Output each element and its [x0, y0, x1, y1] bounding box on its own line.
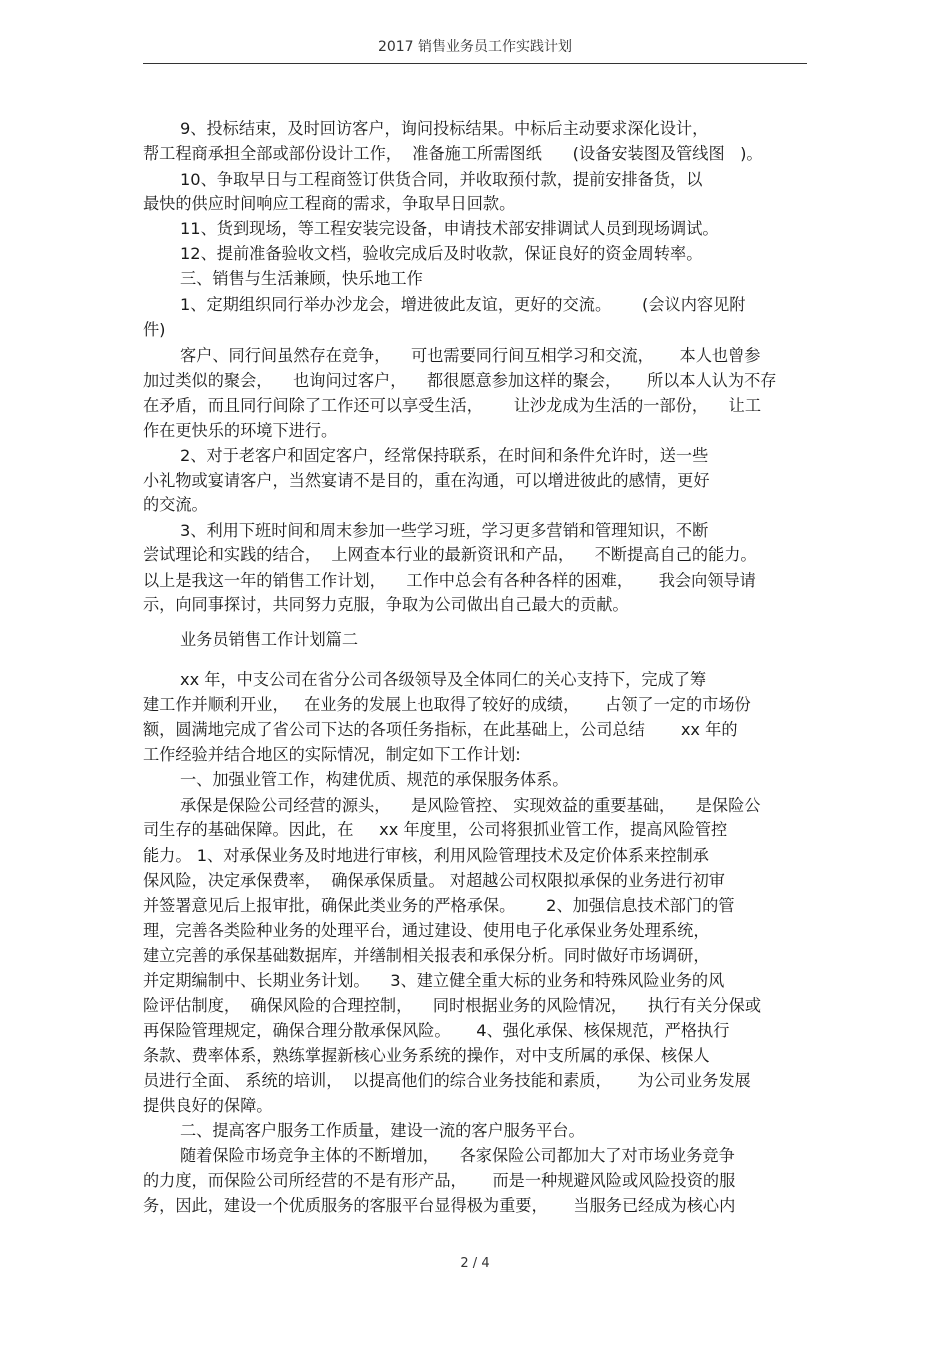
text-line: 3、利用下班时间和周末参加一些学习班，学习更多营销和管理知识，不断	[180, 521, 709, 540]
text-line: 12、提前准备验收文档，验收完成后及时收款，保证良好的资金周转率。	[180, 244, 703, 263]
text-line: 最快的供应时间响应工程商的需求，争取早日回款。	[143, 194, 516, 213]
text-line: 再保险管理规定，确保合理分散承保风险。 4、强化承保、核保规范，严格执行	[143, 1021, 730, 1040]
text-line: 客户、同行间虽然存在竞争， 可也需要同行间互相学习和交流， 本人也曾参	[180, 346, 761, 365]
text-line: 司生存的基础保障。因此，在 xx 年度里，公司将狠抓业管工作，提高风险管控	[143, 820, 728, 839]
page-header-title: 2017 销售业务员工作实践计划	[377, 39, 573, 55]
text-line: 1、定期组织同行举办沙龙会，增进彼此友谊，更好的交流。 (会议内容见附	[180, 295, 746, 314]
text-line: 9、投标结束，及时回访客户，询问投标结果。中标后主动要求深化设计，	[180, 119, 709, 138]
text-line: 额，圆满地完成了省公司下达的各项任务指标，在此基础上，公司总结 xx 年的	[143, 720, 738, 739]
text-line: 以上是我这一年的销售工作计划， 工作中总会有各种各样的困难， 我会向领导请	[143, 571, 756, 590]
text-line: 11、货到现场，等工程安装完设备，申请技术部安排调试人员到现场调试。	[180, 219, 719, 238]
text-line: 作在更快乐的环境下进行。	[143, 421, 338, 440]
text-line: 帮工程商承担全部或部份设计工作， 准备施工所需图纸 (设备安装图及管线图 )。	[143, 144, 763, 163]
text-line: 承保是保险公司经营的源头， 是风险管控、 实现效益的重要基础， 是保险公	[180, 796, 761, 815]
text-line: 条款、费率体系，熟练掌握新核心业务系统的操作，对中支所属的承保、核保人	[143, 1046, 710, 1065]
text-line: 建工作并顺利开业， 在业务的发展上也取得了较好的成绩， 占领了一定的市场份	[143, 695, 751, 714]
text-line: 建立完善的承保基础数据库，并缮制相关报表和承保分析。同时做好市场调研，	[143, 946, 710, 965]
text-line: 2、对于老客户和固定客户，经常保持联系，在时间和条件允许时，送一些	[180, 446, 709, 465]
section-heading: 二、提高客户服务工作质量，建设一流的客户服务平台。	[180, 1121, 585, 1140]
text-line: 险评估制度， 确保风险的合理控制， 同时根据业务的风险情况， 执行有关分保或	[143, 996, 762, 1015]
text-line: 并签署意见后上报审批，确保此类业务的严格承保。 2、加强信息技术部门的管	[143, 896, 735, 915]
text-line: 示，向同事探讨，共同努力克服，争取为公司做出自己最大的贡献。	[143, 595, 629, 614]
text-line: 工作经验并结合地区的实际情况，制定如下工作计划:	[143, 745, 521, 764]
text-line: 务，因此，建设一个优质服务的客服平台显得极为重要， 当服务已经成为核心内	[143, 1196, 736, 1215]
text-line: 员进行全面、 系统的培训， 以提高他们的综合业务技能和素质， 为公司业务发展	[143, 1071, 751, 1090]
text-line: 加过类似的聚会， 也询问过客户， 都很愿意参加这样的聚会， 所以本人认为不存	[143, 371, 777, 390]
text-line: 随着保险市场竞争主体的不断增加， 各家保险公司都加大了对市场业务竞争	[180, 1146, 735, 1165]
text-line: 件)	[143, 320, 166, 339]
text-line: 能力。 1、对承保业务及时地进行审核，利用风险管理技术及定价体系来控制承	[143, 846, 709, 865]
text-line: 在矛盾，而且同行间除了工作还可以享受生活， 让沙龙成为生活的一部份， 让工	[143, 396, 762, 415]
text-line: xx 年，中支公司在省分公司各级领导及全体同仁的关心支持下，完成了筹	[180, 670, 707, 689]
text-line: 提供良好的保障。	[143, 1096, 273, 1115]
section-heading: 一、加强业管工作，构建优质、规范的承保服务体系。	[180, 770, 569, 789]
text-line: 尝试理论和实践的结合， 上网查本行业的最新资讯和产品， 不断提高自己的能力。	[143, 545, 757, 564]
text-line: 10、争取早日与工程商签订供货合同，并收取预付款，提前安排备货，以	[180, 170, 703, 189]
section-heading: 三、销售与生活兼顾，快乐地工作	[180, 269, 423, 288]
section-title: 业务员销售工作计划篇二	[180, 630, 359, 649]
text-line: 的力度，而保险公司所经营的不是有形产品， 而是一种规避风险或风险投资的服	[143, 1171, 736, 1190]
text-line: 小礼物或宴请客户，当然宴请不是目的，重在沟通，可以增进彼此的感情，更好	[143, 471, 710, 490]
text-line: 的交流。	[143, 495, 208, 514]
text-line: 保风险，决定承保费率， 确保承保质量。 对超越公司权限拟承保的业务进行初审	[143, 871, 725, 890]
text-line: 理，完善各类险种业务的处理平台，通过建设、使用电子化承保业务处理系统，	[143, 921, 710, 940]
text-line: 并定期编制中、长期业务计划。 3、建立健全重大标的业务和特殊风险业务的风	[143, 971, 725, 990]
page-number: 2 / 4	[460, 1256, 490, 1271]
header-divider	[143, 63, 807, 64]
